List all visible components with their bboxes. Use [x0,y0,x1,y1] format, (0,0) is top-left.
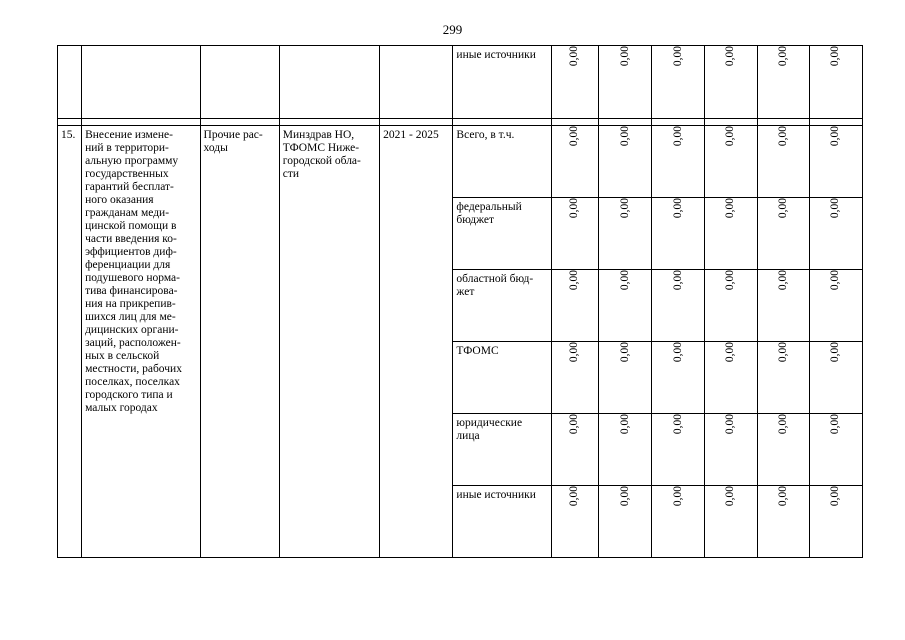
value: 0,00 [568,342,581,363]
value: 0,00 [776,46,789,67]
table-row [58,126,863,198]
item-period: 2021 - 2025 [380,126,453,558]
value-cell [551,486,598,558]
value-cell [598,126,651,198]
value-cell [598,198,651,270]
value: 0,00 [829,342,842,363]
table-row [58,46,863,119]
value-cell [757,126,809,198]
value-cell [809,342,862,414]
row-separator [58,119,863,126]
value: 0,00 [618,126,631,147]
value-cell [757,414,809,486]
value-cell [551,342,598,414]
source-label: ТФОМС [456,345,499,357]
value-cell [809,414,862,486]
cell-source [453,270,551,342]
cell-expense-type [200,46,279,119]
cell-source [453,46,551,119]
value: 0,00 [724,342,737,363]
value-cell [551,46,598,119]
value: 0,00 [776,486,789,507]
item-number: 15. [58,126,82,558]
value-cell [809,486,862,558]
value-cell [705,198,757,270]
value-cell [809,46,862,119]
value: 0,00 [618,46,631,67]
item-expense-type: Прочие рас- ходы [200,126,279,558]
cell-source [453,126,551,198]
value-cell [652,342,705,414]
value-cell [705,342,757,414]
value-cell [652,198,705,270]
value: 0,00 [671,270,684,291]
value-cell [757,46,809,119]
cell-source [453,342,551,414]
value: 0,00 [724,414,737,435]
value: 0,00 [724,198,737,219]
value-cell [809,198,862,270]
value: 0,00 [724,126,737,147]
value-cell [598,486,651,558]
source-label: областной бюд- жет [456,273,534,298]
source-label: федеральный бюджет [456,201,522,226]
value: 0,00 [618,414,631,435]
value: 0,00 [618,198,631,219]
value: 0,00 [671,46,684,67]
value-cell [757,270,809,342]
value-cell [705,270,757,342]
value-cell [757,198,809,270]
value: 0,00 [671,198,684,219]
value: 0,00 [829,414,842,435]
value: 0,00 [618,342,631,363]
source-label: иные источники [456,489,536,501]
value: 0,00 [829,126,842,147]
value: 0,00 [671,126,684,147]
value-cell [757,342,809,414]
value: 0,00 [776,414,789,435]
item-name: Внесение измене- ний в территори- альную программу государственных гарантий бесплат- ного оказания гражданам меди- цинской помощи в части введения ко- эффициентов диф- ференциации для подушевого норма- тива финансирова- ния на прикрепив- шихся лиц для ме- дицинских органи- заций, расположен- ных в сельской местности, рабочих поселках, поселках городского типа и малых городах [82,126,200,558]
value: 0,00 [829,270,842,291]
value-cell [705,486,757,558]
value-cell [705,414,757,486]
value-cell [598,342,651,414]
value-cell [705,46,757,119]
value-cell [598,46,651,119]
value-cell [652,126,705,198]
value-cell [757,486,809,558]
value: 0,00 [829,198,842,219]
value: 0,00 [829,46,842,67]
value-cell [809,270,862,342]
source-label: иные источники [456,49,536,61]
value-cell [551,126,598,198]
page-number: 299 [442,22,463,37]
value-cell [551,414,598,486]
value: 0,00 [568,414,581,435]
value-cell [809,126,862,198]
cell-period [380,46,453,119]
source-label: юридические лица [456,417,523,442]
value-cell [598,414,651,486]
value: 0,00 [568,270,581,291]
value-cell [652,270,705,342]
value-cell [551,270,598,342]
value: 0,00 [618,486,631,507]
value-cell [652,46,705,119]
cell-name [82,46,200,119]
value: 0,00 [829,486,842,507]
value: 0,00 [776,126,789,147]
item-executor: Минздрав НО, ТФОМС Ниже- городской обла- сти [279,126,379,558]
cell-source [453,414,551,486]
value: 0,00 [671,486,684,507]
cell-source [453,198,551,270]
value: 0,00 [724,46,737,67]
source-label: Всего, в т.ч. [456,129,515,141]
value-cell [598,270,651,342]
value: 0,00 [568,198,581,219]
value-cell [652,486,705,558]
value: 0,00 [776,342,789,363]
budget-table [57,45,863,558]
value: 0,00 [724,270,737,291]
cell-executor [279,46,379,119]
value-cell [652,414,705,486]
value: 0,00 [568,126,581,147]
value: 0,00 [568,486,581,507]
value: 0,00 [724,486,737,507]
cell-number [58,46,82,119]
value: 0,00 [671,342,684,363]
value: 0,00 [568,46,581,67]
cell-source [453,486,551,558]
value-cell [551,198,598,270]
value: 0,00 [776,270,789,291]
value-cell [705,126,757,198]
value: 0,00 [618,270,631,291]
value: 0,00 [776,198,789,219]
value: 0,00 [671,414,684,435]
